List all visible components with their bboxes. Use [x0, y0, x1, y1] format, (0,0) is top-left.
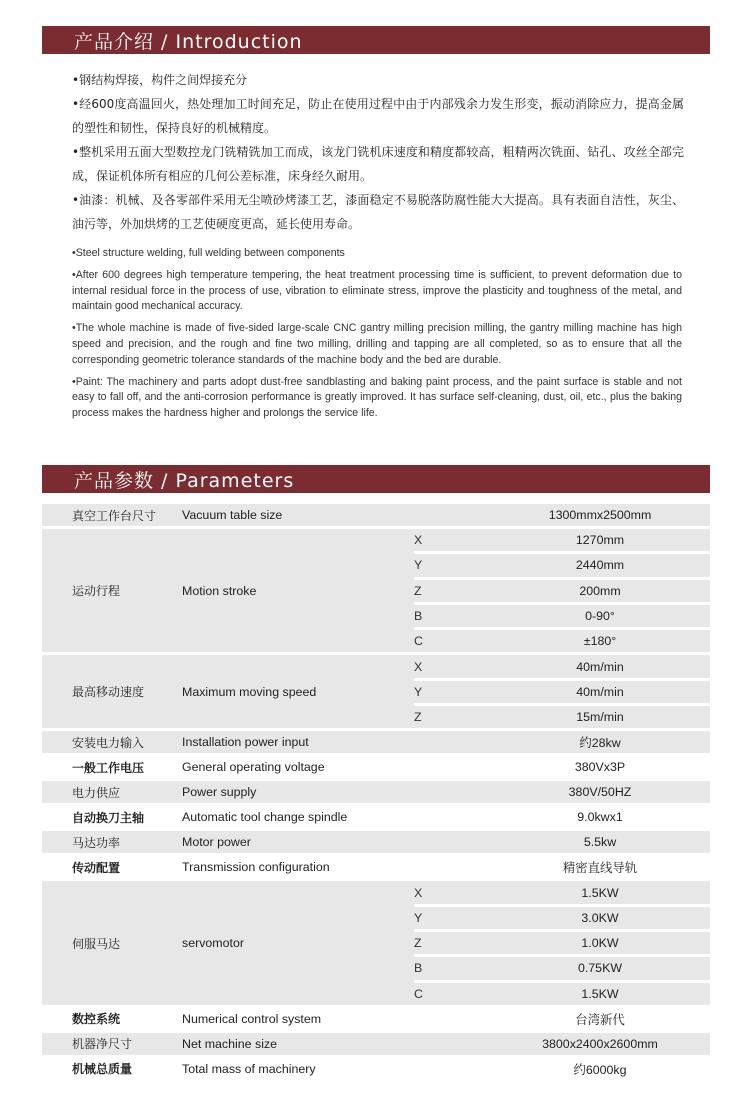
param-en-label: Motor power — [182, 831, 414, 853]
param-value: 约6000kg — [573, 1062, 627, 1077]
intro-cn-item: •经600度高温回火，热处理加工时间充足，防止在使用过程中由于内部残余力发生形变，振动消除应力，提高金属的塑性和韧性，保持良好的机械精度。 — [72, 97, 684, 135]
table-row-servo — [42, 881, 710, 903]
param-en-label: Total mass of machinery — [182, 1061, 316, 1076]
param-value: 约28kw — [490, 731, 710, 753]
axis-label: C — [414, 630, 490, 652]
param-cn-label: 电力供应 — [42, 781, 182, 803]
param-value: 40m/min — [490, 681, 710, 703]
param-en-label: General operating voltage — [182, 760, 325, 775]
param-value: 200mm — [490, 580, 710, 602]
table-row-voltage — [42, 756, 710, 778]
intro-cn-item: •油漆：机械、及各零部件采用无尘喷砂烤漆工艺，漆面稳定不易脱落防腐性能大大提高。具有表面自洁性，灰尘、油污等，外加烘烤的工艺使硬度更高，延长使用寿命。 — [72, 193, 684, 231]
param-cn-label: 马达功率 — [42, 831, 182, 853]
param-value: 1270mm — [490, 529, 710, 551]
param-cn-label: 机械总质量 — [72, 1062, 133, 1077]
axis-label: B — [414, 605, 490, 627]
table-row-mass — [42, 1058, 710, 1080]
table-row-transmission — [42, 856, 710, 878]
param-value: 2440mm — [490, 554, 710, 576]
axis-label: X — [414, 655, 490, 677]
param-en-label: Numerical control system — [182, 1011, 322, 1026]
param-en-label: servomotor — [182, 881, 414, 1004]
param-en-label: Motion stroke — [182, 529, 414, 652]
param-value: 1.5KW — [490, 983, 710, 1005]
axis-label: B — [414, 957, 490, 979]
table-row-motor — [42, 831, 710, 853]
param-value: 1.5KW — [490, 881, 710, 903]
param-value: 40m/min — [490, 655, 710, 677]
param-cn-label: 真空工作台尺寸 — [42, 504, 182, 526]
param-value: 1.0KW — [490, 932, 710, 954]
param-en-label: Maximum moving speed — [182, 655, 414, 728]
axis-label: Y — [414, 681, 490, 703]
param-value: 0.75KW — [490, 957, 710, 979]
table-row-speed — [42, 655, 710, 677]
param-value: 9.0kwx1 — [577, 810, 623, 825]
intro-en-item: •The whole machine is made of five-sided large-scale CNC gantry milling precision milling, the gantry milling machine has high speed and precision, and the rough and fine two milling, drilling and tapping are all completed, so as to ensure that all the corresponding geometric tolerance standards of the machine body and the bed are durable. — [72, 322, 682, 366]
axis-label: X — [414, 529, 490, 551]
intro-cn-item: •整机采用五面大型数控龙门铣精铣加工而成，该龙门铣机床速度和精度都较高，粗精两次铣面、钻孔、攻丝全部完成，保证机体所有相应的几何公差标准，床身经久耐用。 — [72, 145, 684, 183]
parameters-title: 产品参数 / Parameters — [74, 469, 295, 492]
table-row-install-power — [42, 731, 710, 753]
param-cn-label: 一般工作电压 — [72, 760, 145, 775]
table-row-net-size — [42, 1033, 710, 1055]
param-en-label: Net machine size — [182, 1033, 414, 1055]
param-value: 0-90° — [490, 605, 710, 627]
param-value: 15m/min — [490, 706, 710, 728]
param-en-label: Power supply — [182, 781, 414, 803]
axis-label: X — [414, 881, 490, 903]
axis-label: Z — [414, 580, 490, 602]
param-value: 1300mmx2500mm — [490, 504, 710, 526]
param-value: 380Vx3P — [574, 760, 626, 775]
table-row-nc — [42, 1008, 710, 1030]
param-value: 3.0KW — [490, 907, 710, 929]
intro-cn-item: •钢结构焊接，构件之间焊接充分 — [72, 73, 248, 87]
table-row-vacuum — [42, 504, 710, 526]
parameters-table — [42, 501, 710, 1083]
param-cn-label: 机器净尺寸 — [42, 1033, 182, 1055]
axis-label: Z — [414, 932, 490, 954]
param-value: 精密直线导轨 — [562, 861, 638, 876]
intro-en-item: •Paint: The machinery and parts adopt dust-free sandblasting and baking paint process, and the paint surface is stable and not easy to fall off, and the anti-corrosion performance is greatly improved. It has surface self-cleaning, dust, oil, etc., plus the baking process makes the hardness higher and prolongs the service life. — [72, 375, 682, 420]
intro-en-item: •Steel structure welding, full welding between components — [72, 247, 345, 259]
param-cn-label: 伺服马达 — [42, 881, 182, 1004]
intro-english-text — [72, 246, 682, 428]
axis-label: Y — [414, 907, 490, 929]
table-row-supply — [42, 781, 710, 803]
parameters-header — [42, 465, 710, 493]
table-row-stroke — [42, 529, 710, 551]
param-cn-label: 自动换刀主轴 — [72, 810, 145, 825]
axis-label: C — [414, 983, 490, 1005]
intro-en-item: •After 600 degrees high temperature tempering, the heat treatment processing time is sufficient, to prevent deformation due to internal residual force in the process of use, vibration to eliminate stress, improve the plasticity and toughness of the metal, and maintain good mechanical accuracy. — [72, 268, 682, 313]
param-value: 台湾新代 — [575, 1012, 625, 1027]
param-value: 3800x2400x2600mm — [490, 1033, 710, 1055]
param-en-label: Vacuum table size — [182, 504, 414, 526]
intro-chinese-text — [72, 68, 684, 236]
introduction-title: 产品介绍 / Introduction — [74, 30, 303, 53]
param-cn-label: 最高移动速度 — [42, 655, 182, 728]
param-cn-label: 传动配置 — [72, 860, 121, 875]
param-cn-label: 安装电力输入 — [42, 731, 182, 753]
param-en-label: Transmission configuration — [182, 860, 330, 875]
param-value: 5.5kw — [490, 831, 710, 853]
param-cn-label: 数控系统 — [72, 1012, 121, 1027]
param-cn-label: 运动行程 — [42, 529, 182, 652]
param-value: 380V/50HZ — [490, 781, 710, 803]
introduction-header — [42, 26, 710, 54]
param-en-label: Automatic tool change spindle — [182, 810, 348, 825]
param-en-label: Installation power input — [182, 731, 414, 753]
param-value: ±180° — [490, 630, 710, 652]
table-row-spindle — [42, 806, 710, 828]
axis-label: Y — [414, 554, 490, 576]
axis-label: Z — [414, 706, 490, 728]
